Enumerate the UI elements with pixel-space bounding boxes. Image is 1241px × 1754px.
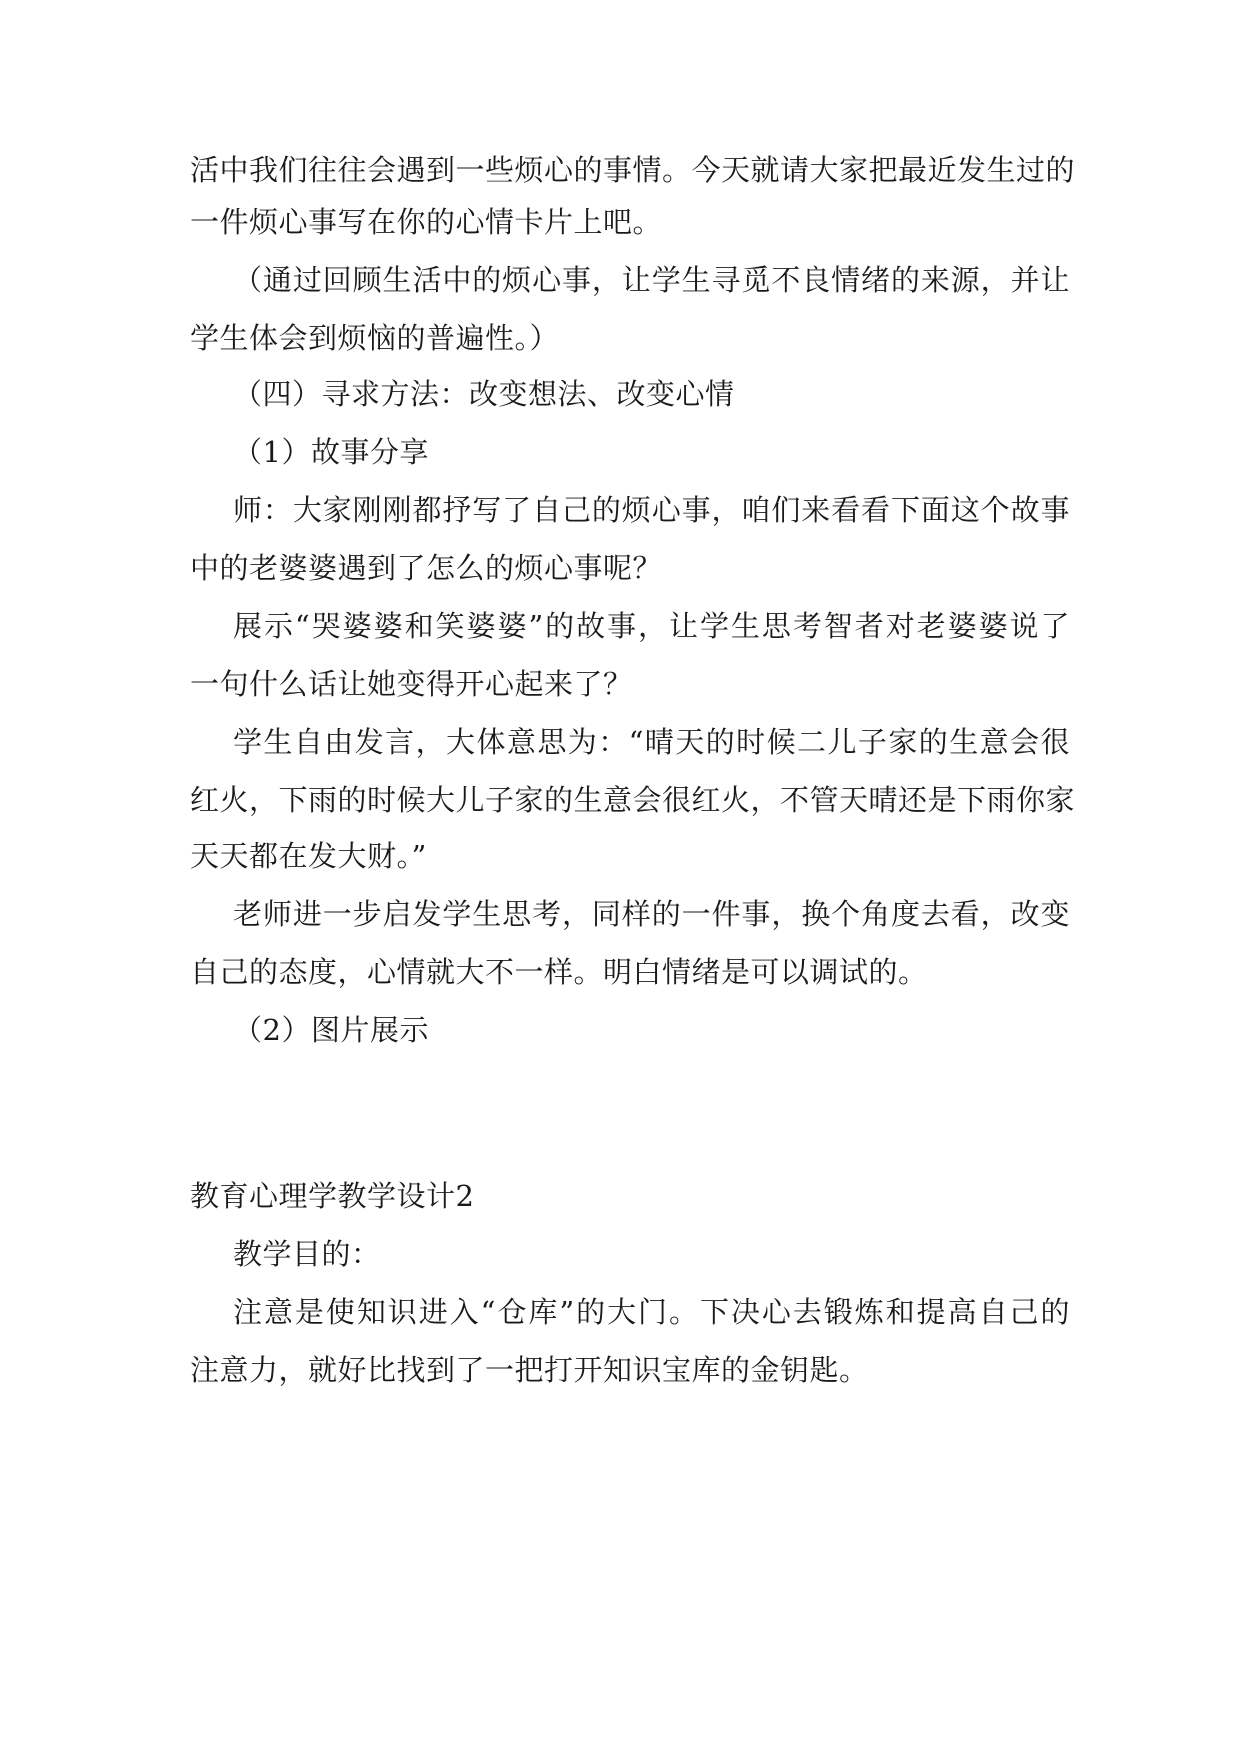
text-line: 教学目的： [233, 1237, 381, 1271]
text-line: 活中我们往往会遇到一些烦心的事情。今天就请大家把最近发生过的 [190, 153, 1076, 187]
text-line: 师：大家刚刚都抒写了自己的烦心事，咱们来看看下面这个故事 [233, 493, 1070, 527]
text-line: 红火，下雨的时候大儿子家的生意会很红火，不管天晴还是下雨你家 [190, 783, 1076, 817]
text-line: 注意力，就好比找到了一把打开知识宝库的金钥匙。 [190, 1353, 869, 1387]
text-line: 自己的态度，心情就大不一样。明白情绪是可以调试的。 [190, 955, 928, 989]
text-line: 学生体会到烦恼的普遍性。） [190, 321, 560, 355]
text-line: 学生自由发言，大体意思为：“晴天的时候二儿子家的生意会很 [233, 725, 1070, 759]
subsection-heading: （2）图片展示 [233, 1013, 429, 1047]
text-line: 天天都在发大财。” [190, 839, 427, 873]
text-line: 注意是使知识进入“仓库”的大门。下决心去锻炼和提高自己的 [233, 1295, 1070, 1329]
text-line: 展示“哭婆婆和笑婆婆”的故事，让学生思考智者对老婆婆说了 [233, 609, 1070, 643]
subsection-heading: （1）故事分享 [233, 435, 429, 469]
text-line: 一句什么话让她变得开心起来了？ [190, 667, 633, 701]
text-line: （通过回顾生活中的烦心事，让学生寻觅不良情绪的来源，并让 [233, 263, 1070, 297]
text-line: 老师进一步启发学生思考，同样的一件事，换个角度去看，改变 [233, 897, 1070, 931]
text-line: 中的老婆婆遇到了怎么的烦心事呢？ [190, 551, 663, 585]
section-title: 教育心理学教学设计2 [190, 1179, 475, 1213]
section-heading: （四）寻求方法：改变想法、改变心情 [233, 377, 735, 411]
text-line: 一件烦心事写在你的心情卡片上吧。 [190, 205, 663, 239]
